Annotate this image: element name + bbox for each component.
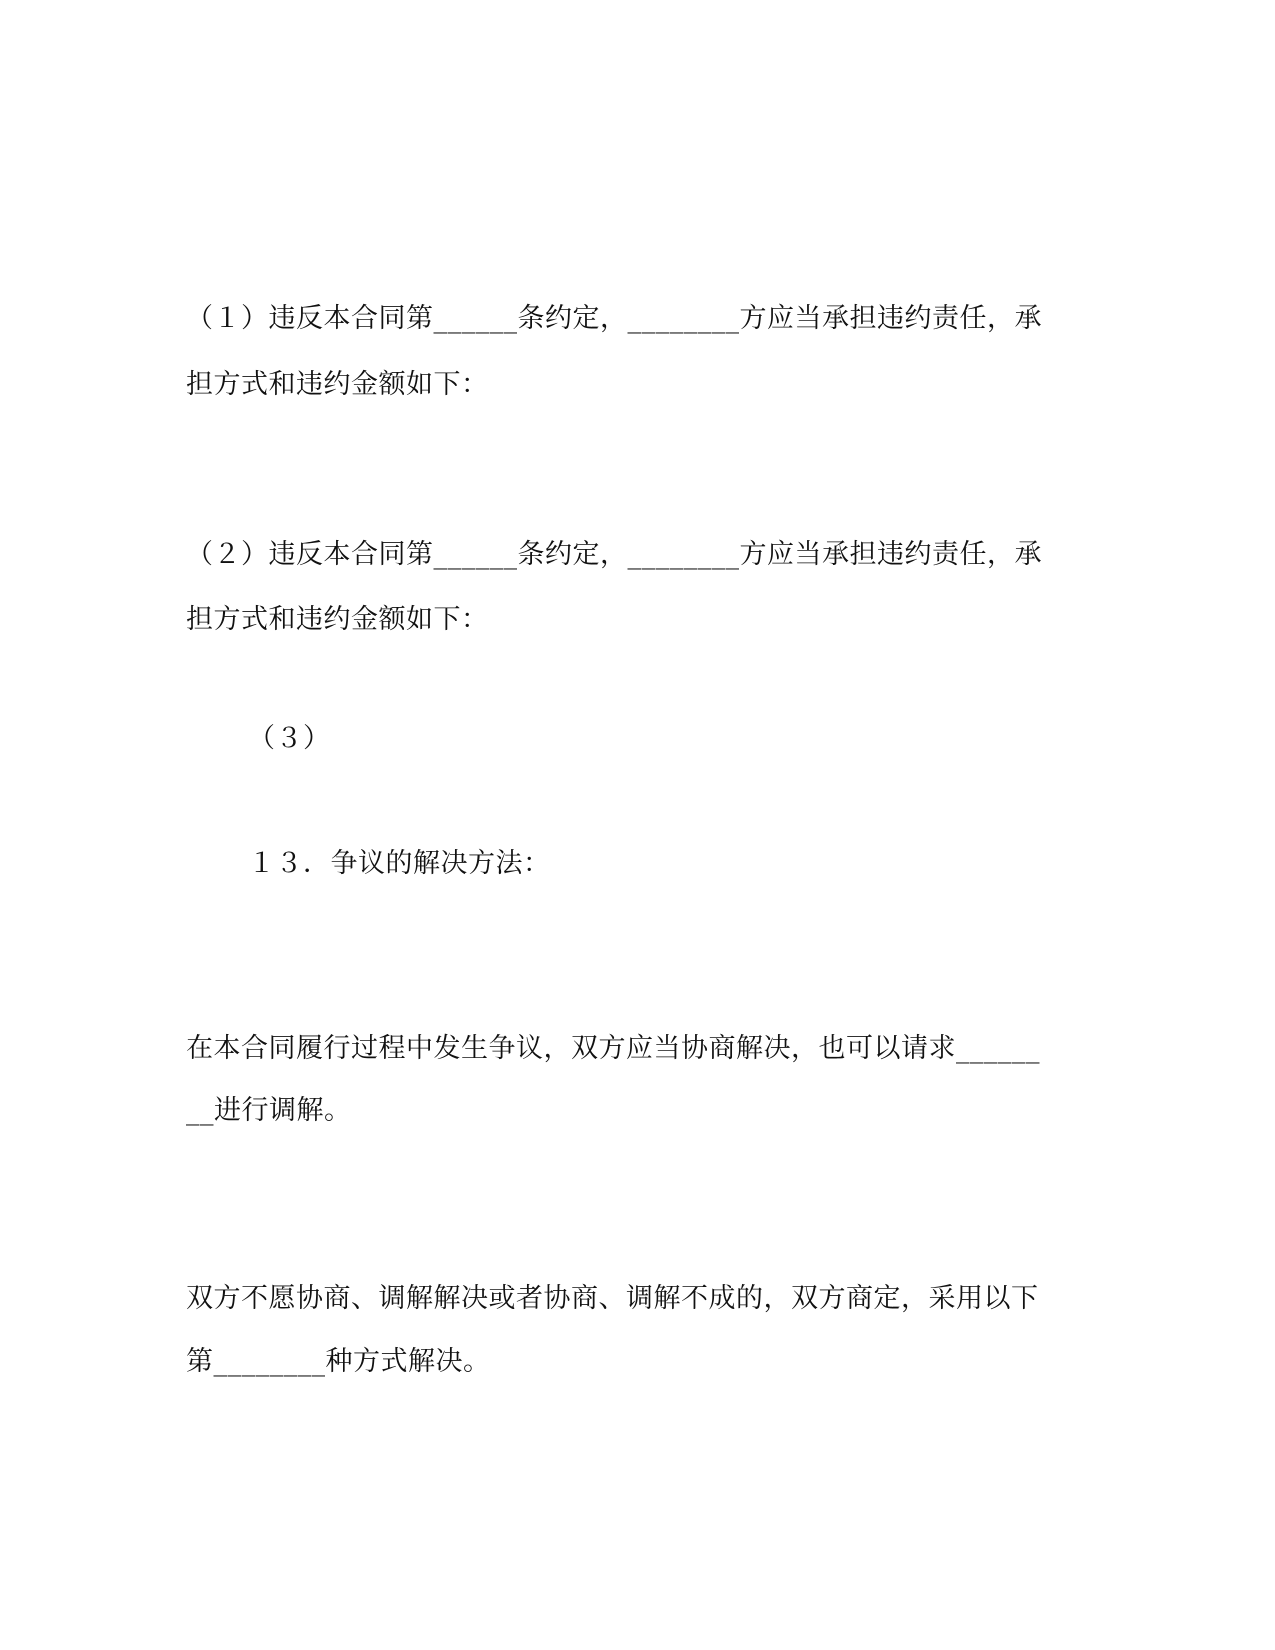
- clause-2-line-2: 担方式和违约金额如下：: [186, 604, 489, 635]
- resolution-paragraph-line-1: 双方不愿协商、调解解决或者协商、调解不成的，双方商定，采用以下: [186, 1283, 1039, 1314]
- clause-1-line-2: 担方式和违约金额如下：: [186, 369, 489, 400]
- clause-2-line-1: （２）违反本合同第______条约定，________方应当承担违约责任，承: [186, 539, 1042, 570]
- mediation-paragraph-line-2: __进行调解。: [186, 1095, 352, 1126]
- resolution-paragraph-line-2: 第________种方式解决。: [186, 1346, 491, 1377]
- clause-3-line-1: （３）: [248, 723, 331, 754]
- section-13-heading: １３．争议的解决方法：: [248, 848, 551, 879]
- clause-1-line-1: （１）违反本合同第______条约定，________方应当承担违约责任，承: [186, 303, 1042, 334]
- mediation-paragraph-line-1: 在本合同履行过程中发生争议，双方应当协商解决，也可以请求______: [186, 1033, 1040, 1064]
